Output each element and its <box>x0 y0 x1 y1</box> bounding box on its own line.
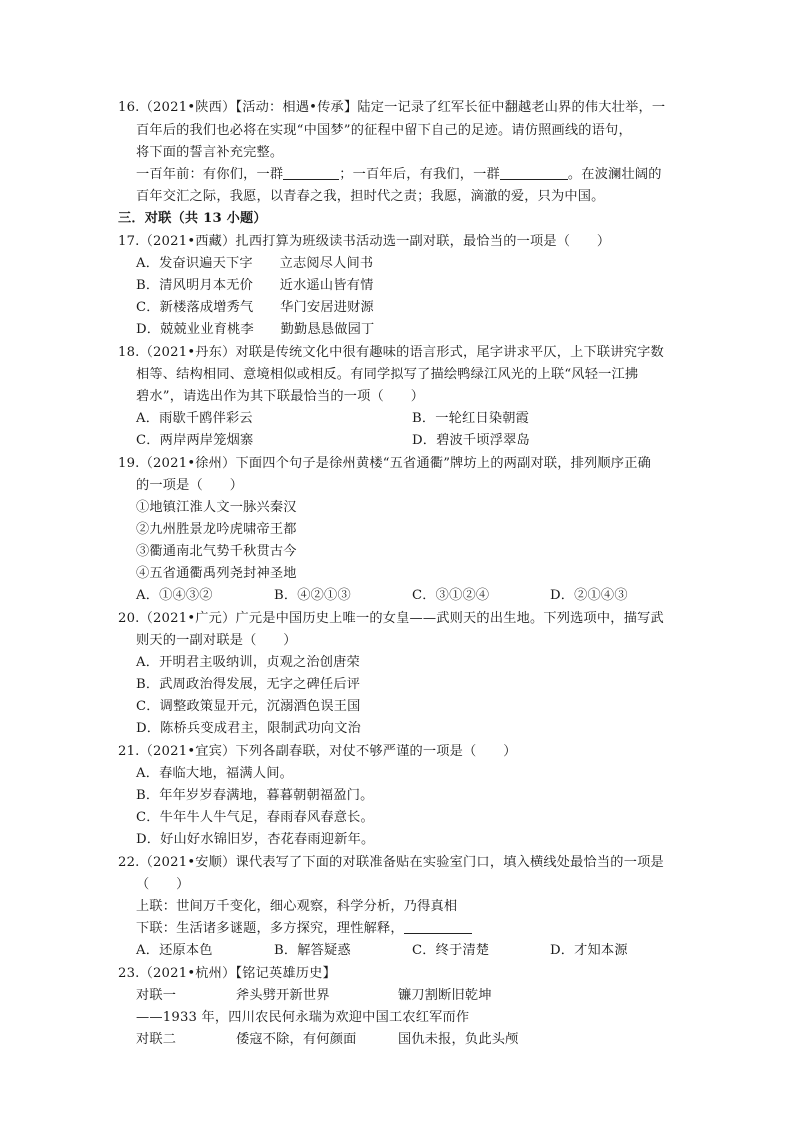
q21-stem: 21.（2021•宜宾）下列各副春联，对仗不够严谨的一项是（ ） <box>118 744 517 759</box>
q20-option-a: A．开明君主吸纳训，贞观之治创唐荣 <box>136 655 360 670</box>
q22-lower-couplet <box>136 919 472 939</box>
q19-option-d: D．②①④③ <box>550 588 628 603</box>
q21-option-c: C．牛年牛人牛气足，春雨春风春意长。 <box>136 810 374 825</box>
q18-option-b: B．一轮红日染朝霞 <box>412 411 529 426</box>
q23-note: ——1933 年，四川农民何永瑞为欢迎中国工农红军而作 <box>136 1010 470 1025</box>
q22-upper-couplet: 上联：世间万千变化，细心观察，科学分析，乃得真相 <box>136 899 458 914</box>
q22-lower-couplet-text: 下联：生活诸多谜题，多方探究，理性解释， <box>136 921 404 936</box>
q18-option-d: D．碧波千顷浮翠岛 <box>412 433 530 448</box>
q19-item-3: ③衢通南北气势千秋贯古今 <box>136 544 297 559</box>
q16-line-4-part-c: 。在波澜壮阔的 <box>567 167 662 182</box>
q23-stem: 23.（2021•杭州）【铭记英雄历史】 <box>118 966 336 981</box>
answer-blank-2[interactable] <box>500 165 568 180</box>
q20-option-d: D．陈桥兵变成君主，限制武功向文治 <box>136 721 361 736</box>
q19-line-2: 的一项是（ ） <box>136 478 244 493</box>
q20-option-b: B．武周政治得发展，无字之碑任后评 <box>136 677 361 692</box>
answer-blank-1[interactable] <box>283 165 339 180</box>
section-3-title: 三．对联（共 13 小题） <box>118 211 267 226</box>
q22-option-c: C．终于清楚 <box>412 943 490 958</box>
q23-couplet-1-lower: 镰刀割断旧乾坤 <box>398 988 492 1003</box>
q17-option-c: C．新楼落成增秀气 华门安居进财源 <box>136 300 374 315</box>
q22-line-2: （ ） <box>136 877 190 892</box>
q23-couplet-1-upper: 斧头劈开新世界 <box>236 988 330 1003</box>
q20-line-1: 20.（2021•广元）广元是中国历史上唯一的女皇——武则天的出生地。下列选项中，描写武 <box>118 611 664 626</box>
q22-option-d: D．才知本源 <box>550 943 628 958</box>
q22-line-1: 22.（2021•安顺）课代表写了下面的对联准备贴在实验室门口，填入横线处最恰当的一项是 <box>118 855 664 870</box>
q19-item-4: ④五省通衢禹列尧封神圣地 <box>136 566 297 581</box>
q18-option-a: A．雨歇千鸥伴彩云 <box>136 411 253 426</box>
q21-option-a: A．春临大地，福满人间。 <box>136 766 293 781</box>
q22-option-b: B．解答疑惑 <box>274 943 351 958</box>
q16-line-4-part-b: ；一百年后，有我们，一群 <box>339 167 500 182</box>
q16-line-1: 16.（2021•陕西）【活动：相遇•传承】陆定一记录了红军长征中翻越老山界的伟大壮举，一 <box>118 100 666 115</box>
answer-blank-3[interactable] <box>404 919 472 934</box>
q17-option-a: A．发奋识遍天下字 立志阅尽人间书 <box>136 256 374 271</box>
q23-couplet-2-lower: 国仇未报，负此头颅 <box>398 1032 519 1047</box>
q16-line-4 <box>136 165 662 185</box>
q18-option-c: C．两岸两岸笼烟寨 <box>136 433 254 448</box>
q18-line-1: 18.（2021•丹东）对联是传统文化中很有趣味的语言形式，尾字讲求平仄，上下联讲究字数 <box>118 345 664 360</box>
q20-line-2: 则天的一副对联是（ ） <box>136 633 297 648</box>
q16-line-4-part-a: 一百年前：有你们，一群 <box>136 167 284 182</box>
q21-option-d: D．好山好水锦旧岁，杏花春雨迎新年。 <box>136 832 375 847</box>
q18-line-2: 相等、结构相同、意境相似或相反。有同学拟写了描绘鸭绿江风光的上联“风轻一江拂 <box>136 367 639 382</box>
q16-line-2: 百年后的我们也必将在实现“中国梦”的征程中留下自己的足迹。请仿照画线的语句， <box>136 123 632 138</box>
q20-option-c: C．调整政策显开元，沉溺酒色误王国 <box>136 699 361 714</box>
q19-line-1: 19.（2021•徐州）下面四个句子是徐州黄楼“五省通衢”牌坊上的两副对联，排列顺序正确 <box>118 456 651 471</box>
q23-couplet-2-upper: 倭寇不除，有何颜面 <box>236 1032 357 1047</box>
q16-line-3: 将下面的誓言补充完整。 <box>136 145 284 160</box>
q23-couplet-2-label: 对联二 <box>136 1032 177 1047</box>
q17-option-d: D．兢兢业业育桃李 勤勤恳恳做园丁 <box>136 322 375 337</box>
q19-option-c: C．③①②④ <box>412 588 490 603</box>
q19-item-2: ②九州胜景龙吟虎啸帝王都 <box>136 522 297 537</box>
q16-line-5: 百年交汇之际，我愿，以青春之我，担时代之责；我愿，滴澈的爱，只为中国。 <box>136 189 605 204</box>
q19-item-1: ①地镇江淮人文一脉兴秦汉 <box>136 500 297 515</box>
q18-line-3: 碧水”，请选出作为其下联最恰当的一项（ ） <box>136 389 425 404</box>
q21-option-b: B．年年岁岁春满地，暮暮朝朝福盈门。 <box>136 788 374 803</box>
q17-option-b: B．清风明月本无价 近水遥山皆有情 <box>136 278 374 293</box>
q23-couplet-1-label: 对联一 <box>136 988 177 1003</box>
q19-option-b: B．④②①③ <box>274 588 351 603</box>
q22-option-a: A．还原本色 <box>136 943 213 958</box>
q19-option-a: A．①④③② <box>136 588 213 603</box>
q17-stem: 17.（2021•西藏）扎西打算为班级读书活动选一副对联，最恰当的一项是（ ） <box>118 234 611 249</box>
